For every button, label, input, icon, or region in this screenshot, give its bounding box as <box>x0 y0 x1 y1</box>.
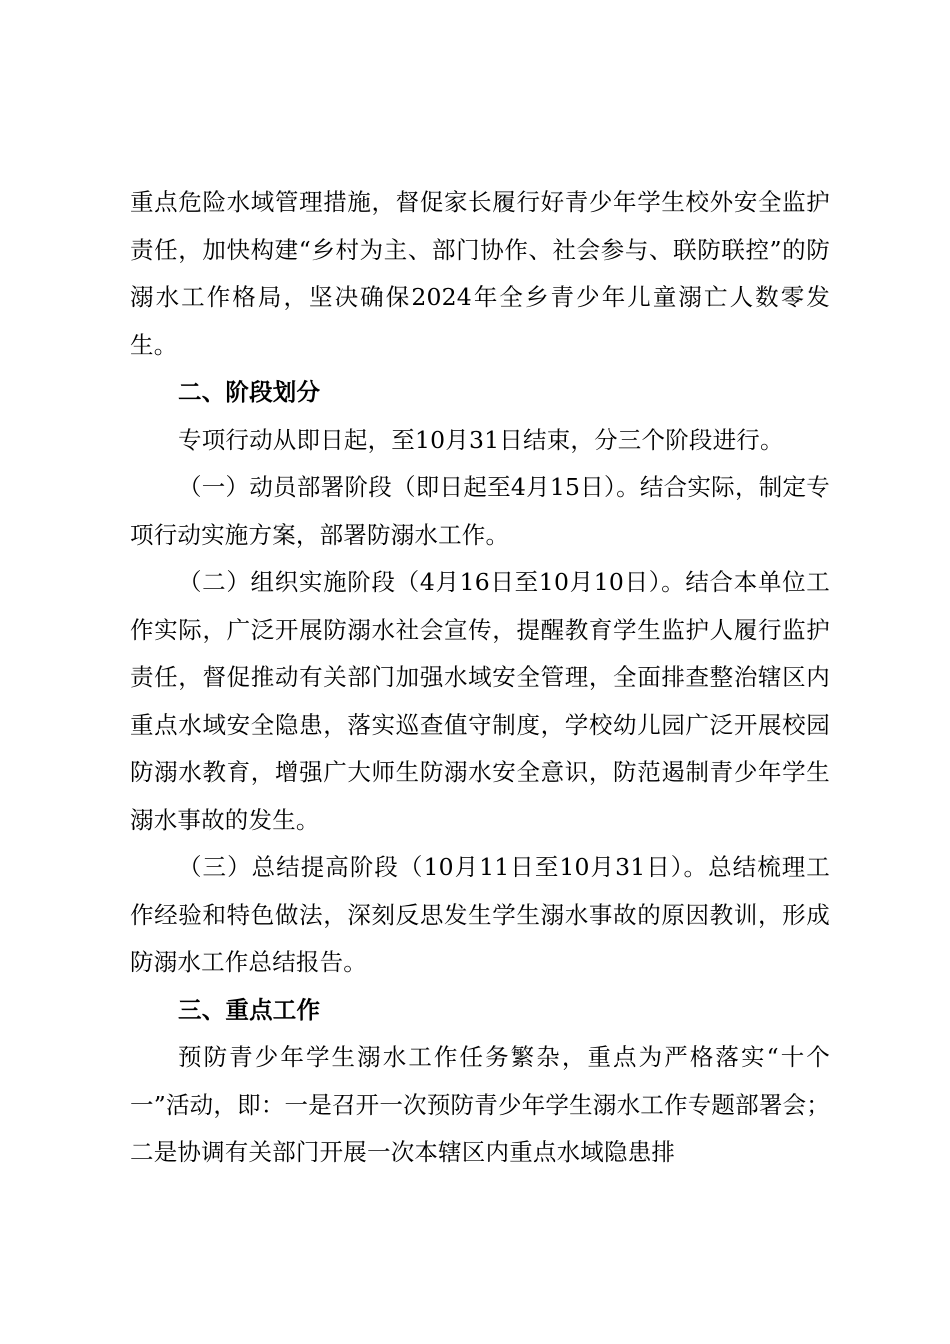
section-heading-key-work: 三、重点工作 <box>178 995 321 1024</box>
section-heading-stages: 二、阶段划分 <box>178 378 321 406</box>
paragraph-stages-intro: 专项行动从即日起，至10月31日结束，分三个阶段进行。 <box>178 425 784 454</box>
paragraph-key-work: 预防青少年学生溺水工作任务繁杂，重点为严格落实“十个一”活动，即：一是召开一次预防青少年学生溺水工作专题部署会；二是协调有关部门开展一次本辖区内重点水域隐患排 <box>130 1043 830 1166</box>
paragraph-stage-summary: （三）总结提高阶段（10月11日至10月31日）。总结梳理工作经验和特色做法，深刻反思发生学生溺水事故的原因教训，形成防溺水工作总结报告。 <box>130 853 830 976</box>
paragraph-stage-mobilization: （一）动员部署阶段（即日起至4月15日）。结合实际，制定专项行动实施方案，部署防溺水工作。 <box>130 473 830 549</box>
paragraph-goals-continued: 重点危险水域管理措施，督促家长履行好青少年学生校外安全监护责任，加快构建“乡村为主、部门协作、社会参与、联防联控”的防溺水工作格局，坚决确保2024年全乡青少年儿童溺亡人数零发生。 <box>130 188 830 359</box>
paragraph-stage-implementation: （二）组织实施阶段（4月16日至10月10日）。结合本单位工作实际，广泛开展防溺水社会宣传，提醒教育学生监护人履行监护责任，督促推动有关部门加强水域安全管理，全面排查整治辖区内重点水域安全隐患，落实巡查值守制度，学校幼儿园广泛开展校园防溺水教育，增强广大师生防溺水安全意识，防范遏制青少年学生溺水事故的发生。 <box>130 568 830 834</box>
document-body <box>130 179 830 1177</box>
